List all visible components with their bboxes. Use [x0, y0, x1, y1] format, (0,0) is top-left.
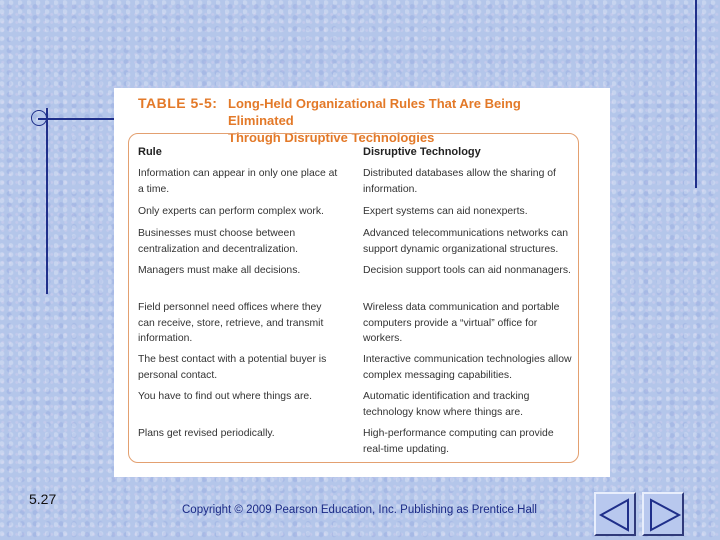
table-number: TABLE 5-5:: [138, 95, 218, 111]
rule-cell: Only experts can perform complex work.: [138, 206, 324, 217]
triangle-right-icon: [646, 497, 682, 533]
left-vertical-line: [46, 108, 48, 294]
rule-cell: The best contact with a potential buyer is personal contact.: [138, 354, 327, 381]
top-horizontal-line: [38, 118, 118, 120]
technology-cell: High-performance computing can provide real-time updating.: [363, 428, 554, 455]
technology-cell: Wireless data communication and portable computers provide a “virtual” office for workers.: [363, 302, 560, 344]
previous-slide-button[interactable]: [594, 492, 636, 536]
rule-cell: Businesses must choose between centralization and decentralization.: [138, 228, 298, 255]
right-vertical-line: [695, 0, 697, 188]
table-caption-line-2: Through Disruptive Technologies: [228, 130, 435, 145]
column-header-rule: Rule: [138, 146, 162, 158]
technology-cell: Automatic identification and tracking technology know where things are.: [363, 391, 530, 418]
technology-cell: Advanced telecommunications networks can support dynamic organizational structures.: [363, 228, 569, 255]
rule-cell: You have to find out where things are.: [138, 391, 313, 402]
next-slide-button[interactable]: [642, 492, 684, 536]
rule-cell: Information can appear in only one place at a time.: [138, 168, 338, 195]
triangle-left-icon: [598, 497, 634, 533]
technology-cell: Distributed databases allow the sharing of information.: [363, 168, 556, 195]
table-figure: [114, 88, 610, 477]
rule-cell: Managers must make all decisions.: [138, 265, 301, 276]
crosshair-icon: [31, 110, 47, 126]
rule-cell: Field personnel need offices where they can receive, store, retrieve, and transmit information.: [138, 302, 324, 344]
table-caption-line-1: Long-Held Organizational Rules That Are Being Eliminated: [228, 96, 521, 128]
technology-cell: Expert systems can aid nonexperts.: [363, 206, 528, 217]
technology-cell: Interactive communication technologies allow complex messaging capabilities.: [363, 354, 572, 381]
column-header-disruptive-technology: Disruptive Technology: [363, 146, 481, 158]
page-number: 5.27: [29, 491, 57, 507]
rule-cell: Plans get revised periodically.: [138, 428, 275, 439]
copyright-notice: Copyright © 2009 Pearson Education, Inc. Publishing as Prentice Hall: [182, 504, 537, 516]
technology-cell: Decision support tools can aid nonmanagers.: [363, 265, 571, 276]
